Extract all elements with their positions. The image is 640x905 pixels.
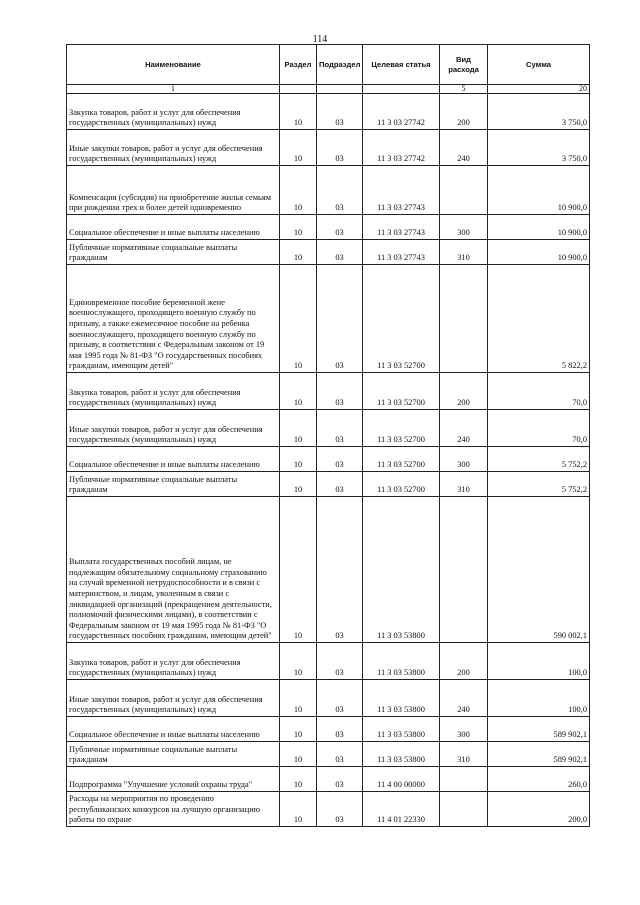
table-row	[67, 373, 590, 410]
colnum-4	[363, 85, 440, 94]
row-expense-type: 200	[440, 94, 488, 130]
row-expense-type: 300	[440, 215, 488, 240]
row-section: 10	[280, 680, 317, 717]
row-name: Публичные нормативные социальные выплаты гражданам	[67, 472, 280, 497]
row-name: Иные закупки товаров, работ и услуг для обеспечения государственных (муниципальных) нужд	[67, 680, 280, 717]
row-subsection: 03	[317, 680, 363, 717]
colnum-3	[317, 85, 363, 94]
table-row	[67, 792, 590, 827]
table-row	[67, 717, 590, 742]
table-row	[67, 166, 590, 215]
row-amount: 589 902,1	[488, 742, 590, 767]
row-expense-type: 300	[440, 717, 488, 742]
row-amount: 5 752,2	[488, 447, 590, 472]
row-target: 11 4 01 22330	[363, 792, 440, 827]
header-row	[67, 45, 590, 85]
row-target: 11 3 03 53800	[363, 643, 440, 680]
row-expense-type: 200	[440, 643, 488, 680]
row-target: 11 3 03 53800	[363, 497, 440, 643]
row-subsection: 03	[317, 742, 363, 767]
table-row	[67, 130, 590, 166]
row-subsection: 03	[317, 240, 363, 265]
header-section: Раздел	[280, 45, 317, 85]
row-name: Социальное обеспечение и иные выплаты населению	[67, 717, 280, 742]
header-amount: Сумма	[488, 45, 590, 85]
row-amount: 10 900,0	[488, 240, 590, 265]
row-section: 10	[280, 265, 317, 373]
page-number: 114	[312, 34, 328, 45]
row-name: Закупка товаров, работ и услуг для обеспечения государственных (муниципальных) нужд	[67, 94, 280, 130]
row-target: 11 3 03 27743	[363, 215, 440, 240]
row-name: Компенсация (субсидия) на приобретение жилья семьям при рождении трех и более детей одновременно	[67, 166, 280, 215]
row-subsection: 03	[317, 410, 363, 447]
row-subsection: 03	[317, 717, 363, 742]
row-expense-type: 300	[440, 447, 488, 472]
row-subsection: 03	[317, 497, 363, 643]
row-section: 10	[280, 130, 317, 166]
row-section: 10	[280, 447, 317, 472]
row-amount: 5 752,2	[488, 472, 590, 497]
row-target: 11 3 03 53800	[363, 742, 440, 767]
row-section: 10	[280, 410, 317, 447]
row-name: Выплата государственных пособий лицам, не подлежащим обязательному социальному страхованию на случай временной нетрудоспособности и в связи с материнством, и лицам, уволенным в связи с ликвидацией организаций (прекращением деятельности, полномочий физическими лицами), в соответствии с Федеральным законом от 19 мая 1995 года № 81-ФЗ "О государственных пособиях гражданам, имеющим детей"	[67, 497, 280, 643]
row-subsection: 03	[317, 792, 363, 827]
row-expense-type	[440, 265, 488, 373]
row-subsection: 03	[317, 643, 363, 680]
header-subsection: Подраздел	[317, 45, 363, 85]
row-target: 11 3 03 27743	[363, 240, 440, 265]
colnum-6: 20	[488, 85, 590, 94]
row-amount: 590 002,1	[488, 497, 590, 643]
row-amount: 260,0	[488, 767, 590, 792]
row-section: 10	[280, 497, 317, 643]
row-section: 10	[280, 472, 317, 497]
row-target: 11 3 03 52700	[363, 265, 440, 373]
row-name: Единовременное пособие беременной жене военнослужащего, проходящего военную службу по призыву, а также ежемесячное пособие на ребенка военнослужащего, проходящего военную службу по призыву, в соответствии с Федеральным законом от 19 мая 1995 года № 81-ФЗ "О государственных пособиях гражданам, имеющим детей"	[67, 265, 280, 373]
row-section: 10	[280, 742, 317, 767]
row-name: Социальное обеспечение и иные выплаты населению	[67, 215, 280, 240]
row-amount: 3 750,0	[488, 130, 590, 166]
row-expense-type: 200	[440, 373, 488, 410]
row-expense-type	[440, 166, 488, 215]
row-section: 10	[280, 215, 317, 240]
row-target: 11 3 03 52700	[363, 472, 440, 497]
table-row	[67, 643, 590, 680]
table-row	[67, 410, 590, 447]
table-row	[67, 497, 590, 643]
row-target: 11 3 03 52700	[363, 373, 440, 410]
row-section: 10	[280, 240, 317, 265]
table-row	[67, 680, 590, 717]
row-expense-type: 310	[440, 742, 488, 767]
row-name: Иные закупки товаров, работ и услуг для обеспечения государственных (муниципальных) нужд	[67, 410, 280, 447]
table-row	[67, 215, 590, 240]
row-amount: 100,0	[488, 643, 590, 680]
row-section: 10	[280, 94, 317, 130]
row-subsection: 03	[317, 130, 363, 166]
row-section: 10	[280, 717, 317, 742]
row-expense-type: 240	[440, 410, 488, 447]
row-subsection: 03	[317, 472, 363, 497]
table-body	[67, 94, 590, 827]
header-target: Целевая статья	[363, 45, 440, 85]
row-amount: 10 900,0	[488, 166, 590, 215]
column-number-row	[67, 85, 590, 94]
colnum-5: 5	[440, 85, 488, 94]
row-subsection: 03	[317, 767, 363, 792]
row-amount: 100,0	[488, 680, 590, 717]
row-name: Публичные нормативные социальные выплаты гражданам	[67, 240, 280, 265]
row-subsection: 03	[317, 447, 363, 472]
row-target: 11 4 00 00000	[363, 767, 440, 792]
table-row	[67, 94, 590, 130]
row-expense-type	[440, 497, 488, 643]
row-subsection: 03	[317, 94, 363, 130]
table-row	[67, 265, 590, 373]
header-expense-type: Вид расхода	[440, 45, 488, 85]
row-target: 11 3 03 27742	[363, 94, 440, 130]
row-target: 11 3 03 53800	[363, 717, 440, 742]
row-expense-type: 240	[440, 680, 488, 717]
row-name: Публичные нормативные социальные выплаты гражданам	[67, 742, 280, 767]
row-subsection: 03	[317, 265, 363, 373]
row-amount: 200,0	[488, 792, 590, 827]
row-subsection: 03	[317, 373, 363, 410]
row-amount: 70,0	[488, 373, 590, 410]
row-expense-type: 240	[440, 130, 488, 166]
row-expense-type: 310	[440, 472, 488, 497]
row-name: Расходы на мероприятия по проведению республиканских конкурсов на лучшую организацию работы по охране	[67, 792, 280, 827]
row-section: 10	[280, 166, 317, 215]
row-section: 10	[280, 373, 317, 410]
row-expense-type	[440, 792, 488, 827]
row-amount: 589 902,1	[488, 717, 590, 742]
row-name: Закупка товаров, работ и услуг для обеспечения государственных (муниципальных) нужд	[67, 373, 280, 410]
table-row	[67, 447, 590, 472]
row-target: 11 3 03 53800	[363, 680, 440, 717]
row-amount: 5 822,2	[488, 265, 590, 373]
row-amount: 70,0	[488, 410, 590, 447]
row-target: 11 3 03 52700	[363, 447, 440, 472]
table-row	[67, 472, 590, 497]
row-name: Подпрограмма "Улучшение условий охраны труда"	[67, 767, 280, 792]
row-amount: 3 750,0	[488, 94, 590, 130]
colnum-1: 1	[67, 85, 280, 94]
row-target: 11 3 03 27742	[363, 130, 440, 166]
row-subsection: 03	[317, 215, 363, 240]
row-section: 10	[280, 792, 317, 827]
row-name: Иные закупки товаров, работ и услуг для обеспечения государственных (муниципальных) нужд	[67, 130, 280, 166]
row-section: 10	[280, 643, 317, 680]
colnum-2	[280, 85, 317, 94]
row-amount: 10 900,0	[488, 215, 590, 240]
row-target: 11 3 03 27743	[363, 166, 440, 215]
row-subsection: 03	[317, 166, 363, 215]
table-row	[67, 240, 590, 265]
table-row	[67, 742, 590, 767]
row-expense-type: 310	[440, 240, 488, 265]
table-row	[67, 767, 590, 792]
row-target: 11 3 03 52700	[363, 410, 440, 447]
row-expense-type	[440, 767, 488, 792]
row-name: Закупка товаров, работ и услуг для обеспечения государственных (муниципальных) нужд	[67, 643, 280, 680]
row-name: Социальное обеспечение и иные выплаты населению	[67, 447, 280, 472]
header-name: Наименование	[67, 45, 280, 85]
budget-table	[66, 44, 590, 827]
row-section: 10	[280, 767, 317, 792]
